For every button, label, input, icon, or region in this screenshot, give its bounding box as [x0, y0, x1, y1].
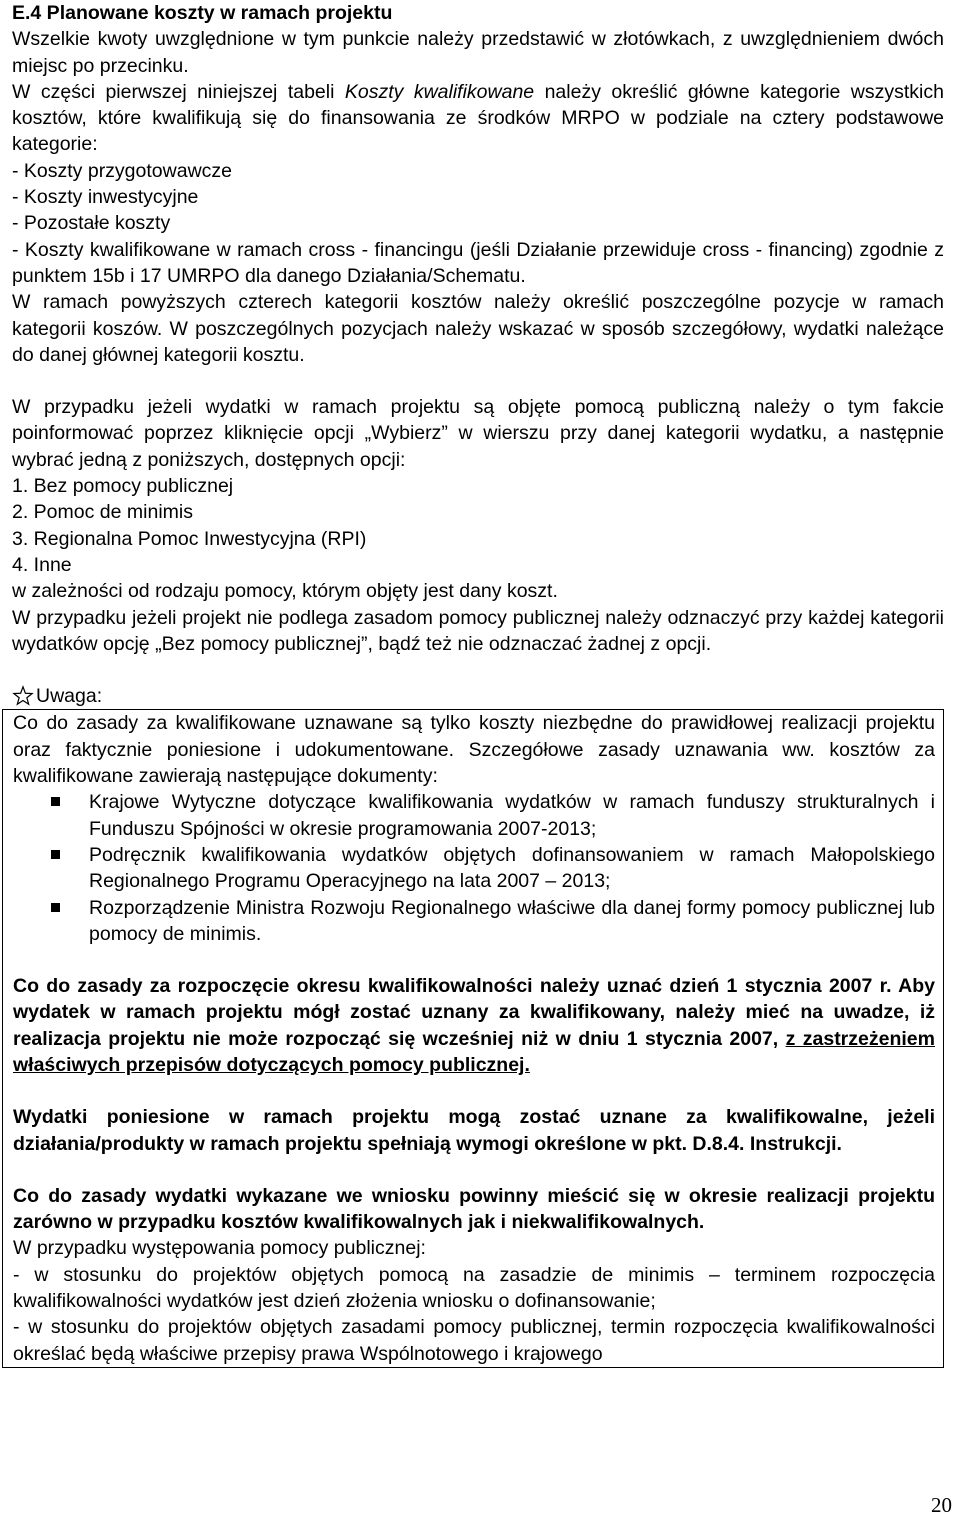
list-item — [13, 895, 935, 948]
category-item: - Koszty inwestycyjne — [12, 186, 199, 209]
list-item — [13, 789, 935, 842]
spacer — [13, 947, 935, 973]
category-item: - Koszty kwalifikowane w ramach cross - financingu (jeśli Działanie przewiduje cross - financing) zgodnie z punktem 15b i 17 UMRPO dla danego Działania/Schematu. — [12, 238, 944, 287]
spacer — [13, 1078, 935, 1104]
option-item: 4. Inne — [12, 553, 72, 576]
text: Co do zasady za rozpoczęcie okresu kwalifikowalności należy uznać dzień 1 stycznia 2007 r. Aby wydatek w ramach projektu mógł zostać uznany za kwalifikowany, należy mieć na uwadze, iż realizacja projektu nie może rozpocząć się wcześniej niż w dniu 1 stycznia 2007, — [13, 975, 935, 1050]
list-item-text: Rozporządzenie Ministra Rozwoju Regionalnego właściwe dla danej formy pomocy publicznej lub pomocy de minimis. — [89, 896, 935, 945]
public-aid-intro: W przypadku występowania pomocy publicznej: — [13, 1237, 426, 1260]
eligibility-products-paragraph: Wydatki poniesione w ramach projektu mogą zostać uznane za kwalifikowalne, jeżeli działania/produkty w ramach projektu spełniają wymogi określone w pkt. D.8.4. Instrukcji. — [13, 1106, 935, 1155]
underlined-text: z zastrzeżeniem właściwych przepisów dotyczących pomocy publicznej. — [13, 1027, 935, 1076]
text: należy określić główne kategorie wszystkich kosztów, które kwalifikują się do finansowania ze środków MRPO w podziale na cztery podstawowe kategorie: — [12, 80, 944, 156]
note-box — [2, 709, 944, 1368]
spacer — [13, 1157, 935, 1183]
square-bullet-icon — [51, 850, 60, 859]
option-item: 1. Bez pomocy publicznej — [12, 475, 234, 498]
spacer — [12, 368, 944, 394]
list-item — [13, 842, 935, 895]
paragraph-no-aid: W przypadku jeżeli projekt nie podlega zasadom pomocy publicznej należy odznaczyć przy każdej kategorii wydatków opcję „Bez pomocy publicznej”, bądź też nie odznaczać żadnej z opcji. — [12, 606, 944, 655]
paragraph-categories-intro — [12, 79, 944, 158]
square-bullet-icon — [51, 797, 60, 806]
spacer — [12, 657, 944, 683]
eligibility-start-paragraph — [13, 973, 935, 1078]
paragraph-positions: W ramach powyższych czterech kategorii kosztów należy określić poszczególne pozycje w ramach kategorii koszów. W poszczególnych pozycjach należy wskazać w sposób szczegółowy, wydatki należące do danej głównej kategorii kosztu. — [12, 291, 944, 366]
category-item: - Koszty przygotowawcze — [12, 159, 232, 182]
category-item: - Pozostałe koszty — [12, 212, 171, 235]
option-item: 3. Regionalna Pomoc Inwestycyjna (RPI) — [12, 527, 367, 550]
paragraph-aid-type: w zależności od rodzaju pomocy, którym objęty jest dany koszt. — [12, 580, 558, 603]
list-item-text: Krajowe Wytyczne dotyczące kwalifikowania wydatków w ramach funduszy strukturalnych i Funduszu Spójności w okresie programowania 2007-2013; — [89, 791, 935, 840]
option-item: 2. Pomoc de minimis — [12, 501, 193, 524]
list-item-text: Podręcznik kwalifikowania wydatków objętych dofinansowaniem w ramach Małopolskiego Regionalnego Programu Operacyjnego na lata 2007 – 2013; — [89, 843, 935, 893]
text: W części pierwszej niniejszej tabeli — [12, 80, 345, 103]
eligibility-period-paragraph: Co do zasady wydatki wykazane we wniosku powinny mieścić się w okresie realizacji projektu zarówno w przypadku kosztów kwalifikowalnych jak i niekwalifikowalnych. — [13, 1184, 935, 1234]
documents-list — [13, 789, 935, 947]
note-label: Uwaga: — [36, 685, 103, 708]
public-aid-item: - w stosunku do projektów objętych zasadami pomocy publicznej, termin rozpoczęcia kwalifikowalności określać będą właściwe przepisy prawa Wspólnotowego i krajowego — [13, 1316, 935, 1365]
note-header — [12, 683, 944, 709]
note-intro: Co do zasady za kwalifikowane uznawane są tylko koszty niezbędne do prawidłowej realizacji projektu oraz faktycznie poniesione i udokumentowane. Szczegółowe zasady uznawania ww. kosztów za kwalifikowane zawierają następujące dokumenty: — [13, 712, 935, 788]
public-aid-item: - w stosunku do projektów objętych pomocą na zasadzie de minimis – terminem rozpoczęcia kwalifikowalności wydatków jest dzień złożenia wniosku o dofinansowanie; — [13, 1263, 935, 1313]
document-page — [12, 0, 944, 1368]
square-bullet-icon — [51, 903, 60, 912]
star-icon — [12, 685, 34, 707]
section-heading: E.4 Planowane koszty w ramach projektu — [12, 2, 393, 24]
italic-term: Koszty kwalifikowane — [344, 80, 535, 103]
paragraph-currency: Wszelkie kwoty uwzględnione w tym punkcie należy przedstawić w złotówkach, z uwzględnieniem dwóch miejsc po przecinku. — [12, 28, 944, 77]
page-number: 20 — [931, 1493, 952, 1517]
paragraph-public-aid: W przypadku jeżeli wydatki w ramach projektu są objęte pomocą publiczną należy o tym fakcie poinformować poprzez kliknięcie opcji „Wybierz” w wierszu przy danej kategorii wydatku, a następnie wybrać jedną z poniższych, dostępnych opcji: — [12, 396, 944, 471]
